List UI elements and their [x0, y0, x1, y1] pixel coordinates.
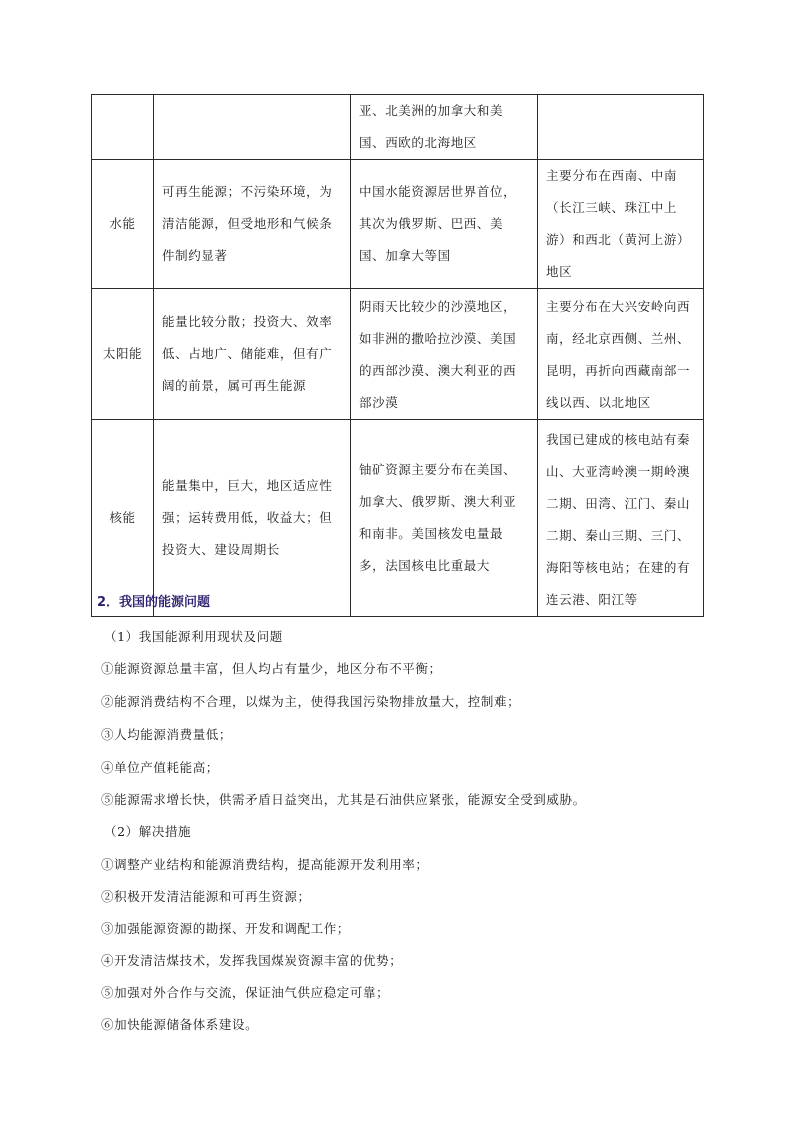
table-row — [92, 420, 704, 617]
measure-item: ④开发清洁煤技术，发挥我国煤炭资源丰富的优势； — [101, 953, 403, 968]
features-cell — [154, 95, 351, 160]
resources-cell: 中国水能资源居世界首位，其次为俄罗斯、巴西、美国、加拿大等国 — [351, 160, 538, 289]
measure-item: ③加强能源资源的勘探、开发和调配工作； — [101, 921, 350, 936]
problem-item: ②能源消费结构不合理，以煤为主，使得我国污染物排放量大，控制难； — [101, 694, 521, 709]
china-distribution-cell — [538, 95, 704, 160]
features-cell: 能量比较分散；投资大、效率低、占地广、储能难，但有广阔的前景，属可再生能源 — [154, 289, 351, 420]
problem-item: ③人均能源消费量低； — [101, 727, 233, 742]
resources-cell: 铀矿资源主要分布在美国、加拿大、俄罗斯、澳大利亚和南非。美国核发电量最多，法国核电比重最大 — [351, 420, 538, 617]
resources-cell: 阴雨天比较少的沙漠地区，如非洲的撒哈拉沙漠、美国的西部沙漠、澳大利亚的西部沙漠 — [351, 289, 538, 420]
table-row — [92, 160, 704, 289]
resources-cell: 亚、北美洲的加拿大和美国、西欧的北海地区 — [351, 95, 538, 160]
china-distribution-cell: 主要分布在西南、中南（长江三峡、珠江中上游）和西北（黄河上游）地区 — [538, 160, 704, 289]
problem-item: ①能源资源总量丰富，但人均占有量少，地区分布不平衡； — [101, 661, 442, 676]
energy-table — [91, 94, 704, 617]
measure-item: ⑤加强对外合作与交流，保证油气供应稳定可靠； — [101, 985, 390, 1000]
measure-item: ⑥加快能源储备体系建设。 — [101, 1017, 259, 1032]
energy-name-cell — [92, 95, 154, 160]
features-cell: 能量集中，巨大，地区适应性强；运转费用低，收益大；但投资大、建设周期长 — [154, 420, 351, 617]
china-distribution-cell: 我国已建成的核电站有秦山、大亚湾岭澳一期岭澳二期、田湾、江门、秦山二期、秦山三期、三门、海阳等核电站；在建的有连云港、阳江等 — [538, 420, 704, 617]
subheading-status: （1）我国能源利用现状及问题 — [104, 629, 283, 644]
section-heading: 2．我国的能源问题 — [97, 595, 211, 610]
measure-item: ①调整产业结构和能源消费结构，提高能源开发利用率； — [101, 857, 429, 872]
energy-name-cell: 水能 — [92, 160, 154, 289]
table-row — [92, 289, 704, 420]
measure-item: ②积极开发清洁能源和可再生资源； — [101, 889, 311, 904]
china-distribution-cell: 主要分布在大兴安岭向西南，经北京西侧、兰州、昆明，再折向西藏南部一线以西、以北地区 — [538, 289, 704, 420]
problem-item: ⑤能源需求增长快，供需矛盾日益突出，尤其是石油供应紧张，能源安全受到威胁。 — [101, 792, 586, 807]
subheading-measures: （2）解决措施 — [104, 824, 192, 839]
problem-item: ④单位产值耗能高； — [101, 760, 219, 775]
energy-name-cell: 核能 — [92, 420, 154, 617]
features-cell: 可再生能源；不污染环境，为清洁能源，但受地形和气候条件制约显著 — [154, 160, 351, 289]
energy-name-cell: 太阳能 — [92, 289, 154, 420]
table-row — [92, 95, 704, 160]
